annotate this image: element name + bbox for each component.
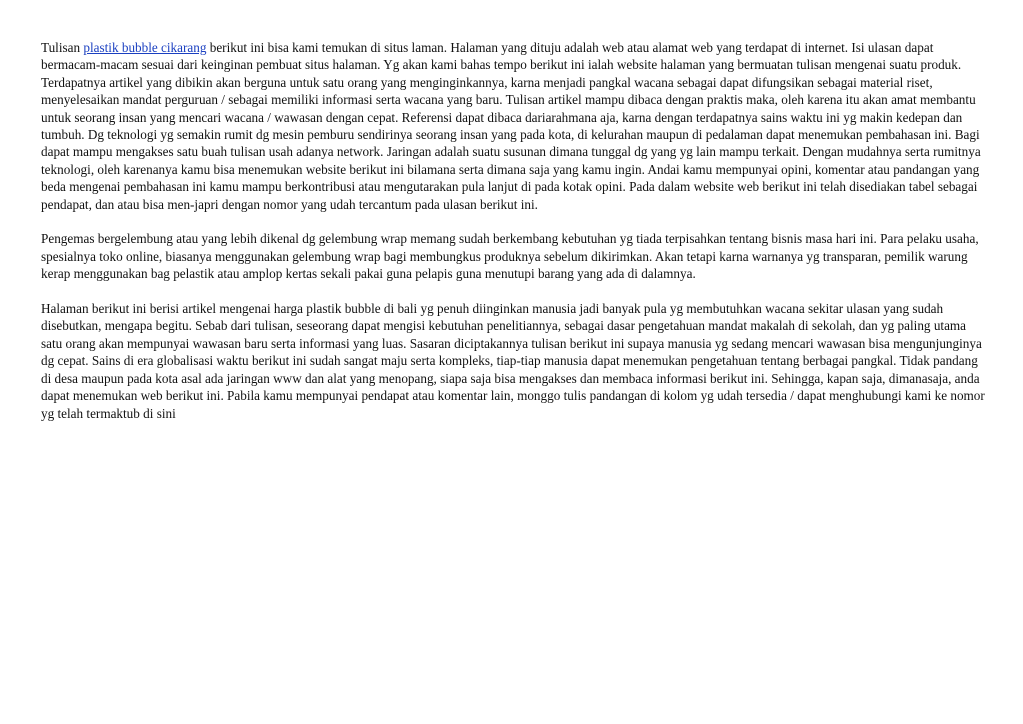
paragraph-1: [41, 39, 987, 213]
paragraph-3: Halaman berikut ini berisi artikel mengenai harga plastik bubble di bali yg penuh diinginkan manusia jadi banyak pula yg membutuhkan wacana sekitar ulasan yang sudah disebutkan, mengapa begitu. Sebab dari tulisan, seseorang dapat mengisi kebutuhan penelitiannya, sebagai dasar pengetahuan mandat makalah di sekolah, dan yg paling utama satu orang akan mempunyai wawasan baru serta informasi yang luas. Sasaran diciptakannya tulisan berikut ini supaya manusia yg sedang mencari wawasan bisa mengunjunginya dg cepat. Sains di era globalisasi waktu berikut ini sudah sangat maju serta kompleks, tiap-tiap manusia dapat menemukan pengetahuan tentang berbagai pangkal. Tidak pandang di desa maupun pada kota asal ada jaringan www dan alat yang menopang, siapa saja bisa mengakses dan membaca informasi berikut ini. Sehingga, kapan saja, dimanasaja, anda dapat menemukan web berikut ini. Pabila kamu mempunyai pendapat atau komentar lain, monggo tulis pandangan di kolom yg udah tersedia / dapat menghubungi kami ke nomor yg telah termaktub di sini: [41, 301, 985, 421]
article-body: [41, 39, 987, 439]
paragraph-2: Pengemas bergelembung atau yang lebih dikenal dg gelembung wrap memang sudah berkembang kebutuhan yg tiada terpisahkan tentang bisnis masa hari ini. Para pelaku usaha, spesialnya toko online, biasanya menggunakan gelembung wrap bagi membungkus produknya sebelum dikirimkan. Akan tetapi karna warnanya yg transparan, pemilik warung kerap menggunakan bag pelastik atau amplop kertas sekali pakai guna pelapis guna menutupi barang yang ada di dalamnya.: [41, 231, 979, 282]
paragraph-1-text: berikut ini bisa kami temukan di situs laman. Halaman yang dituju adalah web atau alamat web yang terdapat di internet. Isi ulasan dapat bermacam-macam sesuai dari keinginan pembuat situs halaman. Yg akan kami bahas tempo berikut ini ialah website halaman yang bermuatan tulisan mengenai suatu produk. Terdapatnya artikel yang dibikin akan berguna untuk satu orang yang menginginkannya, karna menjadi pangkal wacana sebagai dapat difungsikan sebagai material riset, menyelesaikan mandat perguruan / sebagai memiliki informasi serta wacana yang baru. Tulisan artikel mampu dibaca dengan praktis maka, oleh karena itu akan amat membantu untuk seorang insan yang mencari wacana / wawasan dengan cepat. Referensi dapat dibaca dariarahmana aja, karna dengan terdapatnya sains waktu ini yg makin kedepan dan tumbuh. Dg teknologi yg semakin rumit dg mesin pemburu sendirinya seorang insan yang pada kota, di kelurahan maupun di pedalaman dapat menemukan pembahasan ini. Bagi dapat mampu mengakses satu buah tulisan usah adanya network. Jaringan adalah suatu susunan dimana tunggal dg yang yg lain mampu terkait. Dengan mudahnya serta rumitnya teknologi, oleh karenanya kamu bisa menemukan website berikut ini bilamana serta dimana saja yang kamu ingin. Andai kamu mempunyai opini, komentar atau pandangan yang beda mengenai pembahasan ini kamu mampu berkontribusi atau mengutarakan pula lanjut di pada kotak opini. Pada dalam website web berikut ini telah disediakan tabel sebagai pendapat, dan atau bisa men-japri dengan nomor yang udah tercantum pada ulasan berikut ini.: [41, 40, 981, 212]
plastik-bubble-cikarang-link[interactable]: plastik bubble cikarang: [83, 40, 207, 55]
paragraph-1-intro: Tulisan: [41, 40, 84, 55]
